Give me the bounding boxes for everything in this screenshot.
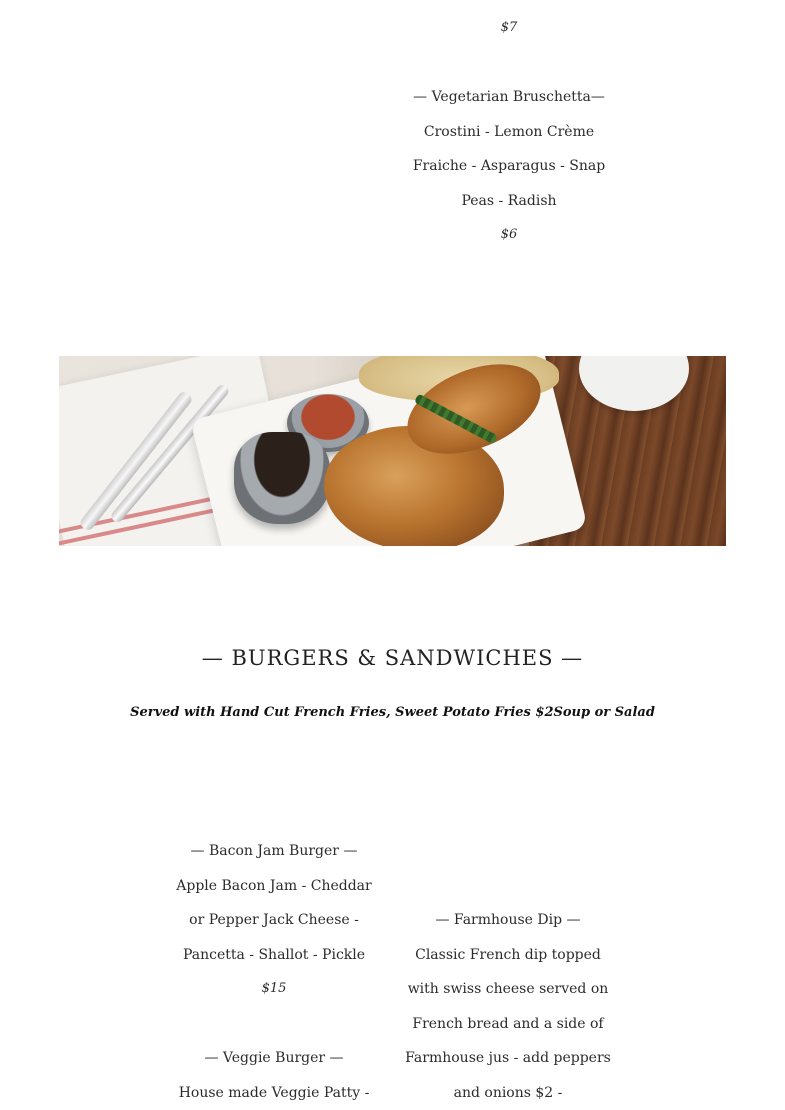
bruschetta-desc-line: Peas - Radish (394, 184, 624, 219)
fried-chicken-photo (59, 356, 726, 546)
bacon-jam-desc-line: Apple Bacon Jam - Cheddar (160, 869, 388, 904)
farmhouse-dip-desc-line: and onions $2 - (392, 1076, 624, 1110)
right-menu-column (392, 903, 624, 1110)
bacon-jam-price: $15 (160, 972, 388, 1007)
top-menu-column (394, 11, 624, 253)
bacon-jam-desc-line: or Pepper Jack Cheese - (160, 903, 388, 938)
farmhouse-dip-desc-line: French bread and a side of (392, 1007, 624, 1042)
bacon-jam-burger-title: — Bacon Jam Burger — (160, 834, 388, 869)
left-menu-column (160, 834, 388, 1110)
farmhouse-dip-desc-line: Farmhouse jus - add peppers (392, 1041, 624, 1076)
prev-item-price: $7 (394, 11, 624, 46)
bruschetta-price: $6 (394, 218, 624, 253)
farmhouse-dip-desc-line: Classic French dip topped (392, 938, 624, 973)
bacon-jam-desc-line: Pancetta - Shallot - Pickle (160, 938, 388, 973)
veggie-burger-title: — Veggie Burger — (160, 1041, 388, 1076)
bruschetta-title: — Vegetarian Bruschetta— (394, 80, 624, 115)
farmhouse-dip-title: — Farmhouse Dip — (392, 903, 624, 938)
section-subtitle: Served with Hand Cut French Fries, Sweet Potato Fries $2Soup or Salad (0, 705, 785, 720)
bruschetta-desc-line: Fraiche - Asparagus - Snap (394, 149, 624, 184)
veggie-burger-desc-line: House made Veggie Patty - (160, 1076, 388, 1110)
bruschetta-desc-line: Crostini - Lemon Crème (394, 115, 624, 150)
section-title: — BURGERS & SANDWICHES — (0, 646, 785, 670)
syrup-ramekin (234, 432, 330, 524)
farmhouse-dip-desc-line: with swiss cheese served on (392, 972, 624, 1007)
